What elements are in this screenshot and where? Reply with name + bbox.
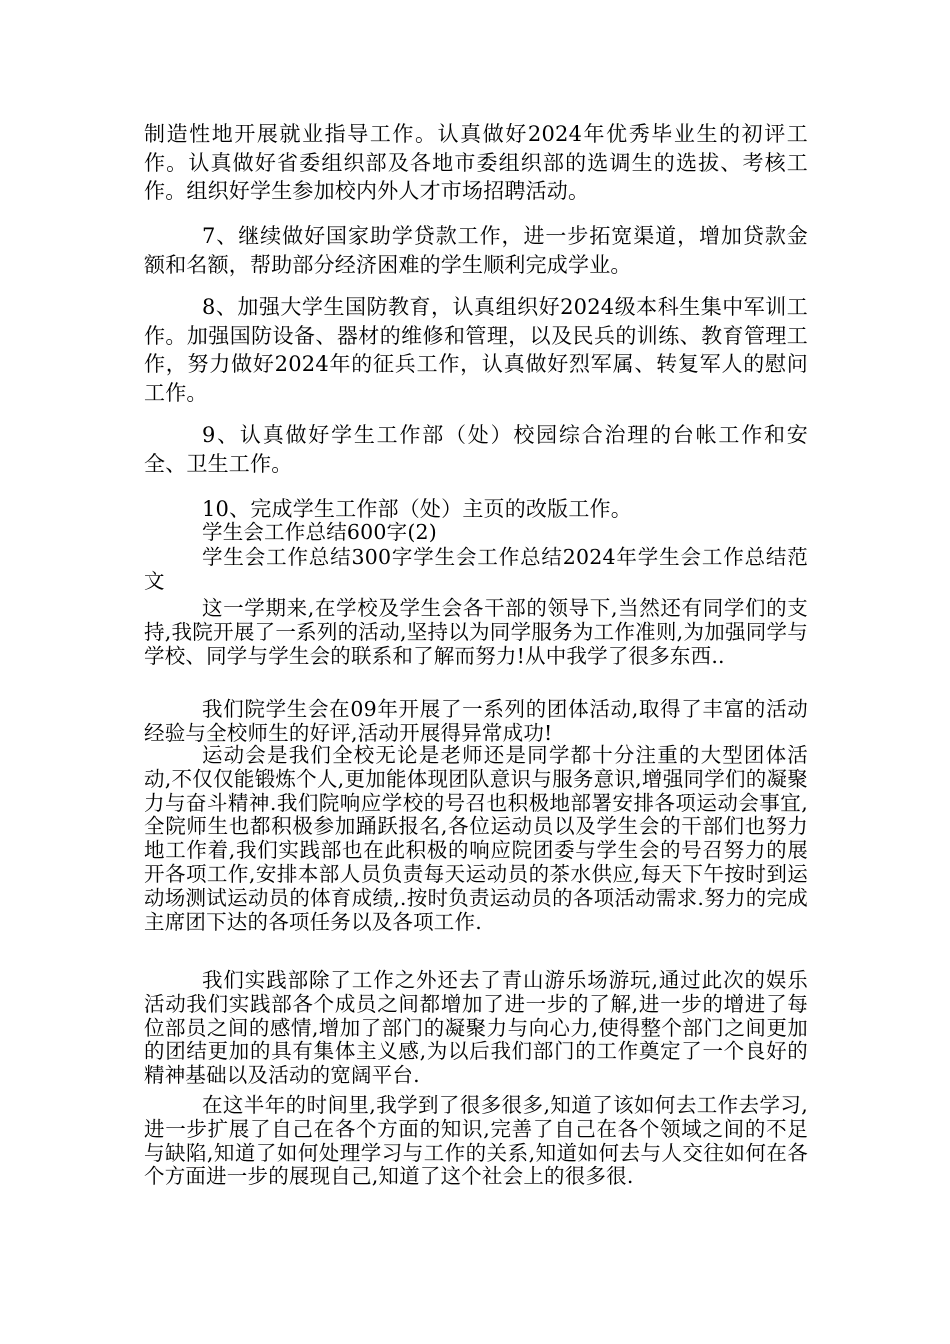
paragraph-team-activities: 我们院学生会在09年开展了一系列的团体活动,取得了丰富的活动经验与全校师生的好评,活动开展得异常成功! xyxy=(144,697,808,745)
paragraph-item-7: 7、继续做好国家助学贷款工作，进一步拓宽渠道，增加贷款金额和名额，帮助部分经济困难的学生顺利完成学业。 xyxy=(144,224,808,277)
paragraph-employment-guidance: 制造性地开展就业指导工作。认真做好2024年优秀毕业生的初评工作。认真做好省委组织部及各地市委组织部的选调生的选拔、考核工作。组织好学生参加校内外人才市场招聘活动。 xyxy=(144,122,808,203)
paragraph-item-8: 8、加强大学生国防教育，认真组织好2024级本科生集中军训工作。加强国防设备、器材的维修和管理，以及民兵的训练、教育管理工作，努力做好2024年的征兵工作，认真做好烈军属、转复军人的慰问工作。 xyxy=(144,295,808,405)
paragraph-semester-intro: 这一学期来,在学校及学生会各干部的领导下,当然还有同学们的支持,我院开展了一系列的活动,坚持以为同学服务为工作准则,为加强同学与学校、同学与学生会的联系和了解而努力!从中我学了很多东西.. xyxy=(144,596,808,668)
paragraph-sports-meet: 运动会是我们全校无论是老师还是同学都十分注重的大型团体活动,不仅仅能锻炼个人,更加能体现团队意识与服务意识,增强同学们的凝聚力与奋斗精神.我们院响应学校的号召也积极地部署安排各项运动会事宜,全院师生也都积极参加踊跃报名,各位运动员以及学生会的干部们也努力地工作着,我们实践部也在此积极的响应院团委与学生会的号召努力的展开各项工作,安排本部人员负责每天运动员的茶水供应,每天下午按时到运动场测试运动员的体育成绩,.按时负责运动员的各项活动需求.努力的完成主席团下达的各项任务以及各项工作. xyxy=(144,743,808,934)
paragraph-item-9: 9、认真做好学生工作部（处）校园综合治理的台帐工作和安全、卫生工作。 xyxy=(144,423,808,476)
paragraph-park-outing: 我们实践部除了工作之外还去了青山游乐场游玩,通过此次的娱乐活动我们实践部各个成员之间都增加了进一步的了解,进一步的增进了每位部员之间的感情,增加了部门的凝聚力与向心力,使得整个部门之间更加的团结更加的具有集体主义感,为以后我们部门的工作奠定了一个良好的精神基础以及活动的宽阔平台. xyxy=(144,968,808,1088)
section-title: 学生会工作总结600字(2) xyxy=(202,520,437,544)
paragraph-subtitle: 学生会工作总结300字学生会工作总结2024年学生会工作总结范文 xyxy=(144,545,808,593)
paragraph-half-year-summary: 在这半年的时间里,我学到了很多很多,知道了该如何去工作去学习,进一步扩展了自己在各个方面的知识,完善了自己在各个领域之间的不足与缺陷,知道了如何处理学习与工作的关系,知道如何去与人交往如何在各个方面进一步的展现自己,知道了这个社会上的很多很. xyxy=(144,1093,808,1189)
paragraph-item-10: 10、完成学生工作部（处）主页的改版工作。 xyxy=(202,497,632,521)
